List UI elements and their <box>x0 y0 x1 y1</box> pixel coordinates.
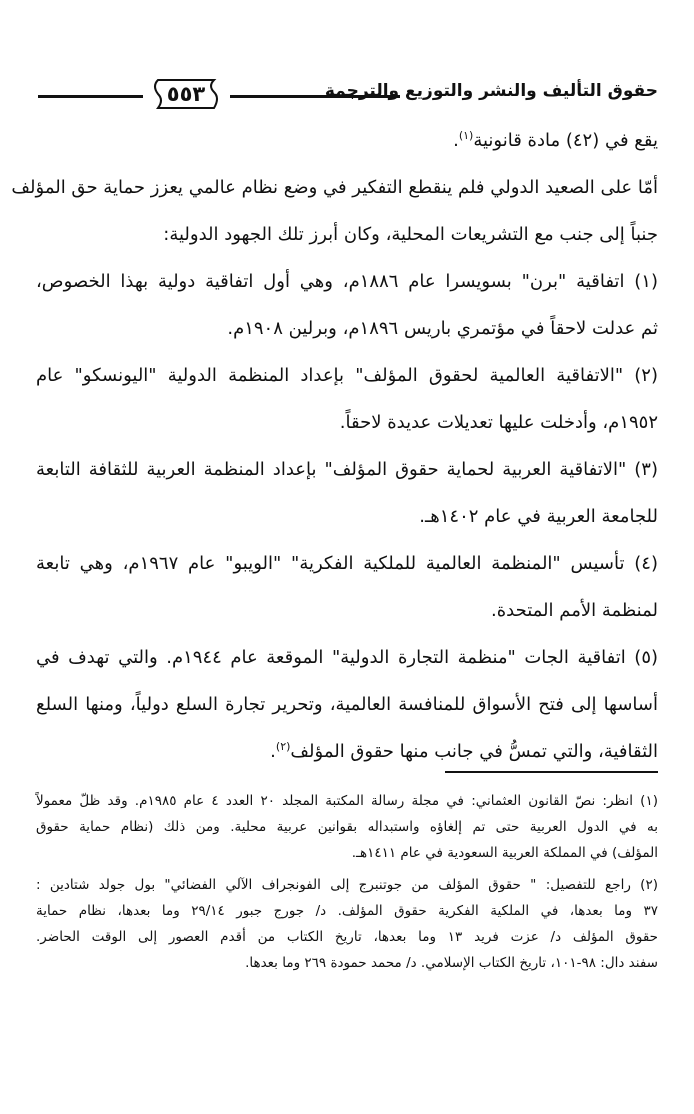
body-line-text: يقع في (٤٢) مادة قانونية <box>473 130 658 151</box>
body-line-12: (٥) اتفاقية الجات "منظمة التجارة الدولية" الموقعة عام ١٩٤٤م. والتي تهدف في <box>36 647 659 668</box>
running-title: حقوق التأليف والنشر والتوزيع والترجمة <box>324 81 658 101</box>
page-header <box>38 72 658 112</box>
body-line-10: (٤) تأسيس "المنظمة العالمية للملكية الفكرية" "الويبو" عام ١٩٦٧م، وهي تابعة <box>36 553 658 574</box>
footnote-line: (٢) راجع للتفصيل: " حقوق المؤلف من جوتنبرج إلى الفونجراف الآلي الفضائي" بول جولد شتادين : <box>36 877 658 893</box>
body-line-11: لمنظمة الأمم المتحدة. <box>490 600 658 621</box>
footnote-line: (١) انظر: نصّ القانون العثماني: في مجلة رسالة المكتبة المجلد ٢٠ العدد ٤ عام ١٩٨٥م. وقد ظلّ معمولاً <box>36 793 658 809</box>
body-line-3: جنباً إلى جنب مع التشريعات المحلية، وكان أبرز تلك الجهود الدولية: <box>163 224 658 245</box>
page-number: ٥٥٣ <box>166 82 206 106</box>
footnote-ref-2: (٢) <box>275 740 291 753</box>
body-text <box>11 126 659 767</box>
footnote-line: ٣٧ وما بعدها، في الملكية الفكرية حقوق المؤلف. د/ جورج جبور ٢٩/١٤ وما بعدها، نظام حماية <box>36 903 658 919</box>
footnote-line: المؤلف) في المملكة العربية السعودية في عام ١٤١١هـ. <box>351 845 658 861</box>
body-line-suffix: . <box>453 130 459 151</box>
page-number-frame <box>150 78 222 110</box>
footnote-line: حقوق المؤلف د/ عزت فريد ١٣ وما بعدها، تاريخ الكتاب من أقدم العصور إلى الوقت الحاضر. <box>36 929 658 945</box>
body-line-4: (١) اتفاقية "برن" بسويسرا عام ١٨٨٦م، وهي أول اتفاقية دولية بهذا الخصوص، <box>36 271 658 292</box>
body-line-9: للجامعة العربية في عام ١٤٠٢هـ. <box>419 506 658 527</box>
header-rule-left <box>38 95 143 98</box>
body-line-text: الثقافية، والتي تمسُّ في جانب منها حقوق المؤلف <box>290 741 658 762</box>
footnote-separator <box>445 771 658 773</box>
body-line-1 <box>36 126 658 156</box>
body-line-8: (٣) "الاتفاقية العربية لحماية حقوق المؤلف" بإعداد المنظمة العربية للثقافة التابعة <box>36 459 658 480</box>
body-line-7: ١٩٥٢م، وأدخلت عليها تعديلات عديدة لاحقاً. <box>339 412 658 433</box>
body-line-14 <box>36 737 658 767</box>
body-line-13: أساسها إلى فتح الأسواق للمنافسة العالمية، وتحرير تجارة السلع دولياً، ومنها السلع <box>36 694 658 715</box>
body-line-suffix: . <box>270 741 276 762</box>
footnote-line: سفند دال: ٩٨-١٠١، تاريخ الكتاب الإسلامي. د/ محمد حمودة ٢٦٩ وما بعدها. <box>245 955 658 971</box>
footnotes <box>36 788 658 976</box>
body-line-5: ثم عدلت لاحقاً في مؤتمري باريس ١٨٩٦م، وبرلين ١٩٠٨م. <box>227 318 658 339</box>
body-line-6: (٢) "الاتفاقية العالمية لحقوق المؤلف" بإعداد المنظمة الدولية "اليونسكو" عام <box>36 365 658 386</box>
footnote-ref-1: (١) <box>458 129 474 142</box>
body-line-2: أمّا على الصعيد الدولي فلم ينقطع التفكير في وضع نظام عالمي يعزز حماية حق المؤلف <box>11 177 658 198</box>
footnote-line: به في الدول العربية حتى تم إلغاؤه واستبداله بقوانين عربية محلية. ومن ذلك (نظام حماية حقوق <box>36 819 658 835</box>
